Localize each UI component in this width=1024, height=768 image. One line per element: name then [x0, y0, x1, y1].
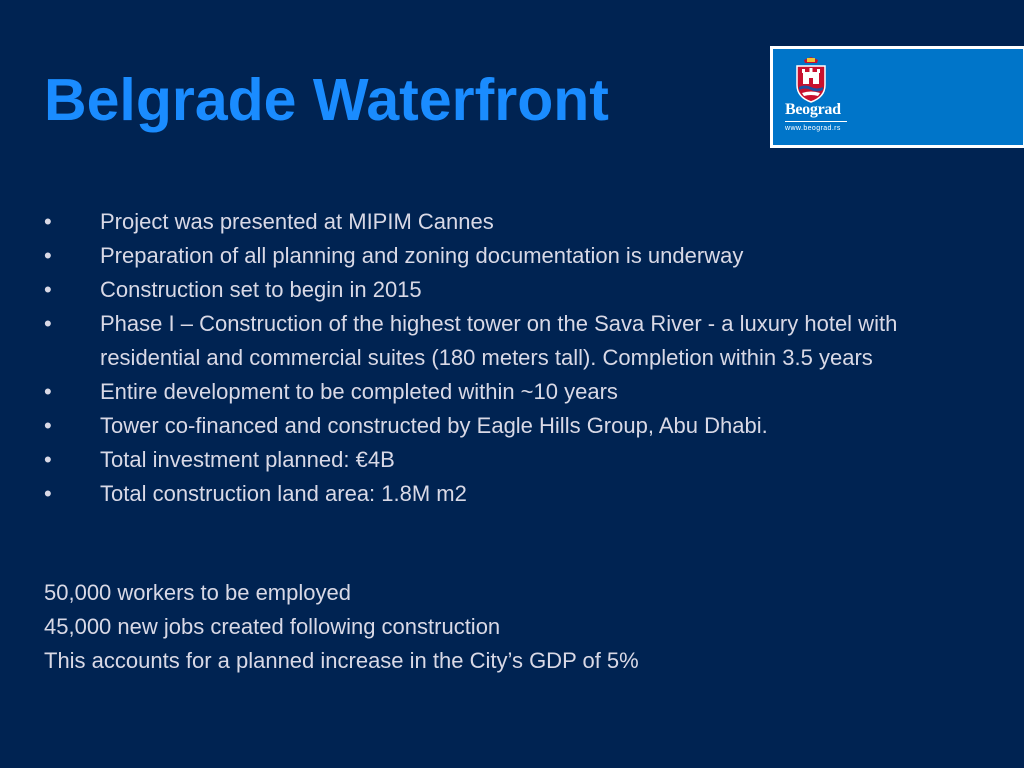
list-item [44, 273, 974, 307]
list-item-text: Tower co-financed and constructed by Eagle Hills Group, Abu Dhabi. [100, 413, 768, 438]
list-item-text: Phase I – Construction of the highest tower on the Sava River - a luxury hotel with residential and commercial suites (180 meters tall). Completion within 3.5 years [100, 311, 898, 370]
list-item-text: Preparation of all planning and zoning documentation is underway [100, 243, 744, 268]
bullet-marker: • [44, 209, 52, 234]
bullet-marker: • [44, 277, 52, 302]
bullet-marker: • [44, 379, 52, 404]
list-item [44, 443, 974, 477]
list-item-text: Project was presented at MIPIM Cannes [100, 209, 494, 234]
bullet-marker: • [44, 243, 52, 268]
bullet-list [44, 205, 974, 511]
logo-wordmark: Beograd [785, 101, 841, 118]
list-item-text: Total construction land area: 1.8M m2 [100, 481, 467, 506]
list-item-text: Total investment planned: €4B [100, 447, 395, 472]
belgrade-coat-of-arms-icon [793, 57, 829, 103]
list-item [44, 239, 974, 273]
stats-block [44, 576, 639, 678]
bullet-marker: • [44, 311, 52, 336]
bullet-marker: • [44, 447, 52, 472]
list-item-text: Entire development to be completed within ~10 years [100, 379, 618, 404]
list-item [44, 477, 974, 511]
list-item [44, 307, 974, 375]
logo-url: www.beograd.rs [785, 125, 841, 132]
beograd-logo [770, 46, 1024, 148]
list-item [44, 205, 974, 239]
stat-line: 50,000 workers to be employed [44, 580, 351, 605]
list-item [44, 409, 974, 443]
stat-line: This accounts for a planned increase in the City’s GDP of 5% [44, 648, 639, 673]
logo-background [773, 49, 1023, 145]
stat-line: 45,000 new jobs created following construction [44, 614, 501, 639]
list-item-text: Construction set to begin in 2015 [100, 277, 422, 302]
slide-title: Belgrade Waterfront [44, 67, 609, 133]
bullet-marker: • [44, 481, 52, 506]
logo-divider [785, 121, 847, 122]
list-item [44, 375, 974, 409]
bullet-marker: • [44, 413, 52, 438]
